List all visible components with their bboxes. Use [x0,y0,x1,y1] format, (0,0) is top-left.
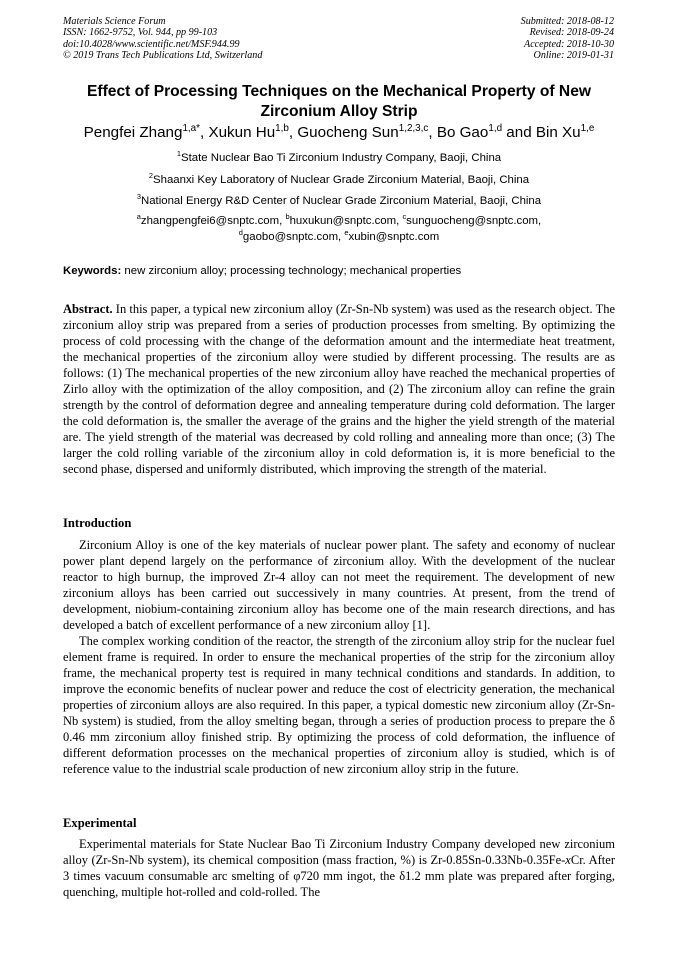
author-list: Pengfei Zhang$^{1,a*}$, Xukun Hu$^{1,b}$, Guocheng Sun$^{1,2,3,c}$, Bo Gao$^{1,d}$ and Bin Xu$^{1,e}$ [83,122,595,141]
experimental-text: Experimental materials for State Nuclear Bao Ti Zirconium Industry Company developed new zirconium alloy (Zr-Sn-Nb system), its chemical composition (mass fraction, %) is Zr-0.85Sn-0.33Nb-0.35Fe- [63,837,615,868]
author-conjunction: and [506,124,532,141]
author-name: Guocheng Sun [297,124,399,141]
email-link[interactable]: gaobo@snptc.com, [242,231,342,243]
abstract-label: Abstract. [63,302,113,316]
journal-header-left [63,16,262,62]
introduction-paragraph: Zirconium Alloy is one of the key materials of nuclear power plant. The safety and economy of nuclear power plant depend largely on the performance of zirconium alloy. With the development of the nuclear reactor to high burnup, the improved Zr-4 alloy can not meet the requirement. The development of new zirconium alloys has been carried out successively in many countries. At present, from the trend of development, niobium-containing zirconium alloy has become one of the main research directions, and has developed a batch of excellent performance of a new zirconium alloy [1]. [63,538,615,633]
email-link[interactable]: xubin@snptc.com [348,231,440,243]
email-link[interactable]: huxukun@snptc.com, [289,215,400,227]
author-affil-marker: 1,a* [182,122,201,134]
author-affil-marker: 1,b [275,122,289,134]
keywords-label: Keywords: [63,265,122,277]
keywords-text: new zirconium alloy; processing technology; mechanical properties [124,265,462,277]
experimental-variable: x [565,853,571,868]
author-name: Pengfei Zhang [83,124,183,141]
revised-date: Revised: 2018-09-24 [529,27,614,39]
affiliation-number: 1 [176,149,181,159]
affiliation-text: State Nuclear Bao Ti Zirconium Industry Company, Baoji, China [180,152,502,164]
affiliation-number: 3 [136,192,141,202]
email-marker: d [238,228,243,238]
email-link[interactable]: sunguocheng@snptc.com, [406,215,542,227]
experimental-text: Cr. After 3 times vacuum consumable arc smelting of φ720 mm ingot, the δ1.2 mm plate was prepared after forging, quenching, multiple hot-rolled and cold-rolled. The [63,853,615,900]
keywords [63,264,615,278]
doi[interactable]: doi:10.4028/www.scientific.net/MSF.944.99 [63,38,240,50]
email-list [40,213,638,245]
abstract-text: In this paper, a typical new zirconium alloy (Zr-Sn-Nb system) was used as the research object. The zirconium alloy strip was prepared from a series of production processes from smelting. By optimizing the process of cold processing with the change of the deformation amount and the intermediate heat treatment, the mechanical properties of the zirconium alloy were studied by different processing. The results are as follows: (1) The mechanical properties of the new zirconium alloy have reached the mechanical properties of Zirlo alloy with the optimization of the alloy composition, and (2) The zirconium alloy can refine the grain strength by the control of deformation degree and annealing temperature during cold deformation. The larger the cold deformation is, the smaller the average of the grains and the higher the yield strength of the material are. The yield strength of the material was decreased by cold rolling and annealing more than once; (3) The larger the cold rolling variable of the zirconium alloy in cold deformation is, it is more beneficial to the second phase, dispersed and uniformly distributed, which improving the strength of the material. [63,302,616,477]
affiliation [40,194,638,208]
online-date: Online: 2019-01-31 [533,50,614,62]
experimental-paragraph [63,836,615,900]
author-name: Bin Xu [535,124,581,141]
journal-header-right [521,16,614,62]
section-heading-introduction: Introduction [63,516,132,530]
email-marker: c [402,212,407,222]
section-heading-experimental: Experimental [63,816,137,830]
copyright: © 2019 Trans Tech Publications Ltd, Switzerland [63,50,263,62]
email-marker: e [344,228,349,238]
affiliation-text: Shaanxi Key Laboratory of Nuclear Grade Zirconium Material, Baoji, China [153,174,530,186]
author-affil-marker: 1,2,3,c [398,122,429,134]
accepted-date: Accepted: 2018-10-30 [524,38,614,50]
paper-title: Effect of Processing Techniques on the Mechanical Property of New Zirconium Alloy Strip [86,83,591,120]
affiliation-text: National Energy R&D Center of Nuclear Grade Zirconium Material, Baoji, China [141,195,542,207]
email-link[interactable]: zhangpengfei6@snptc.com, [140,215,283,227]
issn: ISSN: 1662-9752, Vol. 944, pp 99-103 [63,27,218,39]
affiliation [40,173,638,187]
submitted-date: Submitted: 2018-08-12 [520,16,614,27]
author-name: Xukun Hu [208,124,276,141]
email-marker: b [285,212,290,222]
author-name: Bo Gao [436,124,489,141]
journal-name: Materials Science Forum [63,16,166,27]
affiliation [40,151,638,165]
author-affil-marker: 1,e [580,122,595,134]
author-affil-marker: 1,d [488,122,503,134]
email-marker: a [136,212,141,222]
affiliation-number: 2 [148,171,154,181]
introduction-paragraph: The complex working condition of the reactor, the strength of the zirconium alloy strip for the nuclear fuel element frame is required. In order to ensure the mechanical properties of the strip for the zirconium alloy frame, the mechanical property test is required in many technical conditions and standards. In addition, to improve the economic benefits of nuclear power and reduce the cost of electricity generation, the mechanical properties of zirconium alloys are also required. In this paper, a typical domestic new zirconium alloy (Zr-Sn-Nb system) is studied, from the alloy smelting began, through a series of production process to prepare the δ 0.46 mm zirconium alloy finished strip. By optimizing the process of cold deformation, the influence of different deformation processes on the mechanical properties of zirconium alloy is studied, which is of reference value to the industrial scale production of new zirconium alloy strip in the future. [63,634,615,777]
abstract [63,301,615,478]
